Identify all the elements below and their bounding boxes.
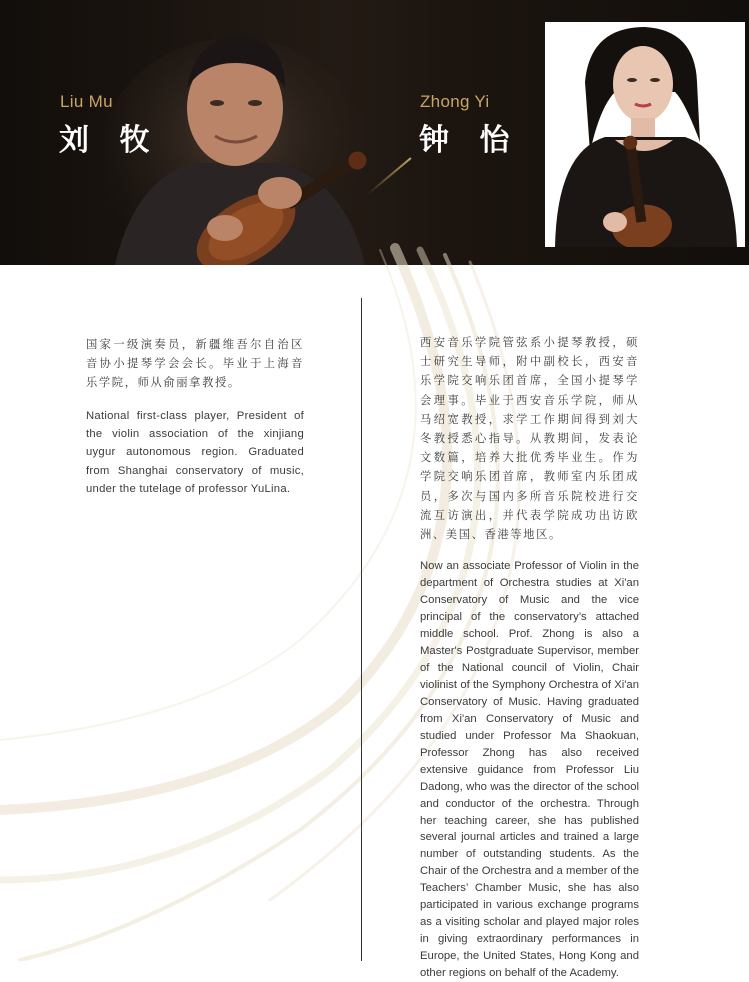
liu-mu-name-en: Liu Mu — [60, 92, 113, 111]
zhong-yi-bio-cn: 西安音乐学院管弦系小提琴教授，硕士研究生导师，附中副校长，西安音乐学院交响乐团首席，全国小提琴学会理事。毕业于西安音乐学院，师从马绍宽教授，求学工作期间得到刘大冬教授悉心指导。从教期间，发表论文数篇，培养大批优秀毕业生。作为学院交响乐团首席，教师室内乐团成员，多次与国内多所音乐院校进行交流互访演出，并代表学院成功出访欧洲、美国、香港等地区。 — [420, 336, 639, 542]
liu-mu-name-cn: 刘 牧 — [59, 123, 160, 158]
zhong-yi-bio — [420, 333, 639, 982]
zhong-yi-bio-en: Now an associate Professor of Violin in the department of Orchestra studies at Xi'an Conservatory of Music and the vice principal of the conservatory’s attached middle school. Prof. Zhong is also a Master's Postgraduate Supervisor, member of the National council of Violin, Chair violinist of the Symphony Orchestra of Xi'an Conservatory of Music. Having graduated from Xi'an Conservatory of Music and studied under Professor Ma Shaokuan, Professor Zhong has also received extensive guidance from Professor Liu Dadong, who was the director of the school and conductor of the orchestra. Through her teaching career, she has published several journal articles and trained a large number of outstanding students. As the Chair of the Orchestra and a member of the Teachers’ Chamber Music, she has also participated in various exchange programs as a visiting scholar and played major roles in giving extraordinary performances in Europe, the United States, Hong Kong and other regions on behalf of the Academy. — [420, 560, 639, 980]
zhong-yi-name-en: Zhong Yi — [420, 92, 490, 111]
liu-mu-bio — [86, 335, 304, 499]
zhong-yi-name-cn: 钟 怡 — [419, 123, 520, 158]
liu-mu-bio-en: National first-class player, President of the violin association of the xinjiang uygur autonomous region. Graduated from Shanghai conservatory of music, under the tutelage of professor YuLina. — [86, 409, 304, 496]
liu-mu-bio-cn: 国家一级演奏员，新疆维吾尔自治区音协小提琴学会会长。毕业于上海音乐学院，师从俞丽拿教授。 — [86, 338, 304, 390]
column-divider — [361, 298, 362, 961]
